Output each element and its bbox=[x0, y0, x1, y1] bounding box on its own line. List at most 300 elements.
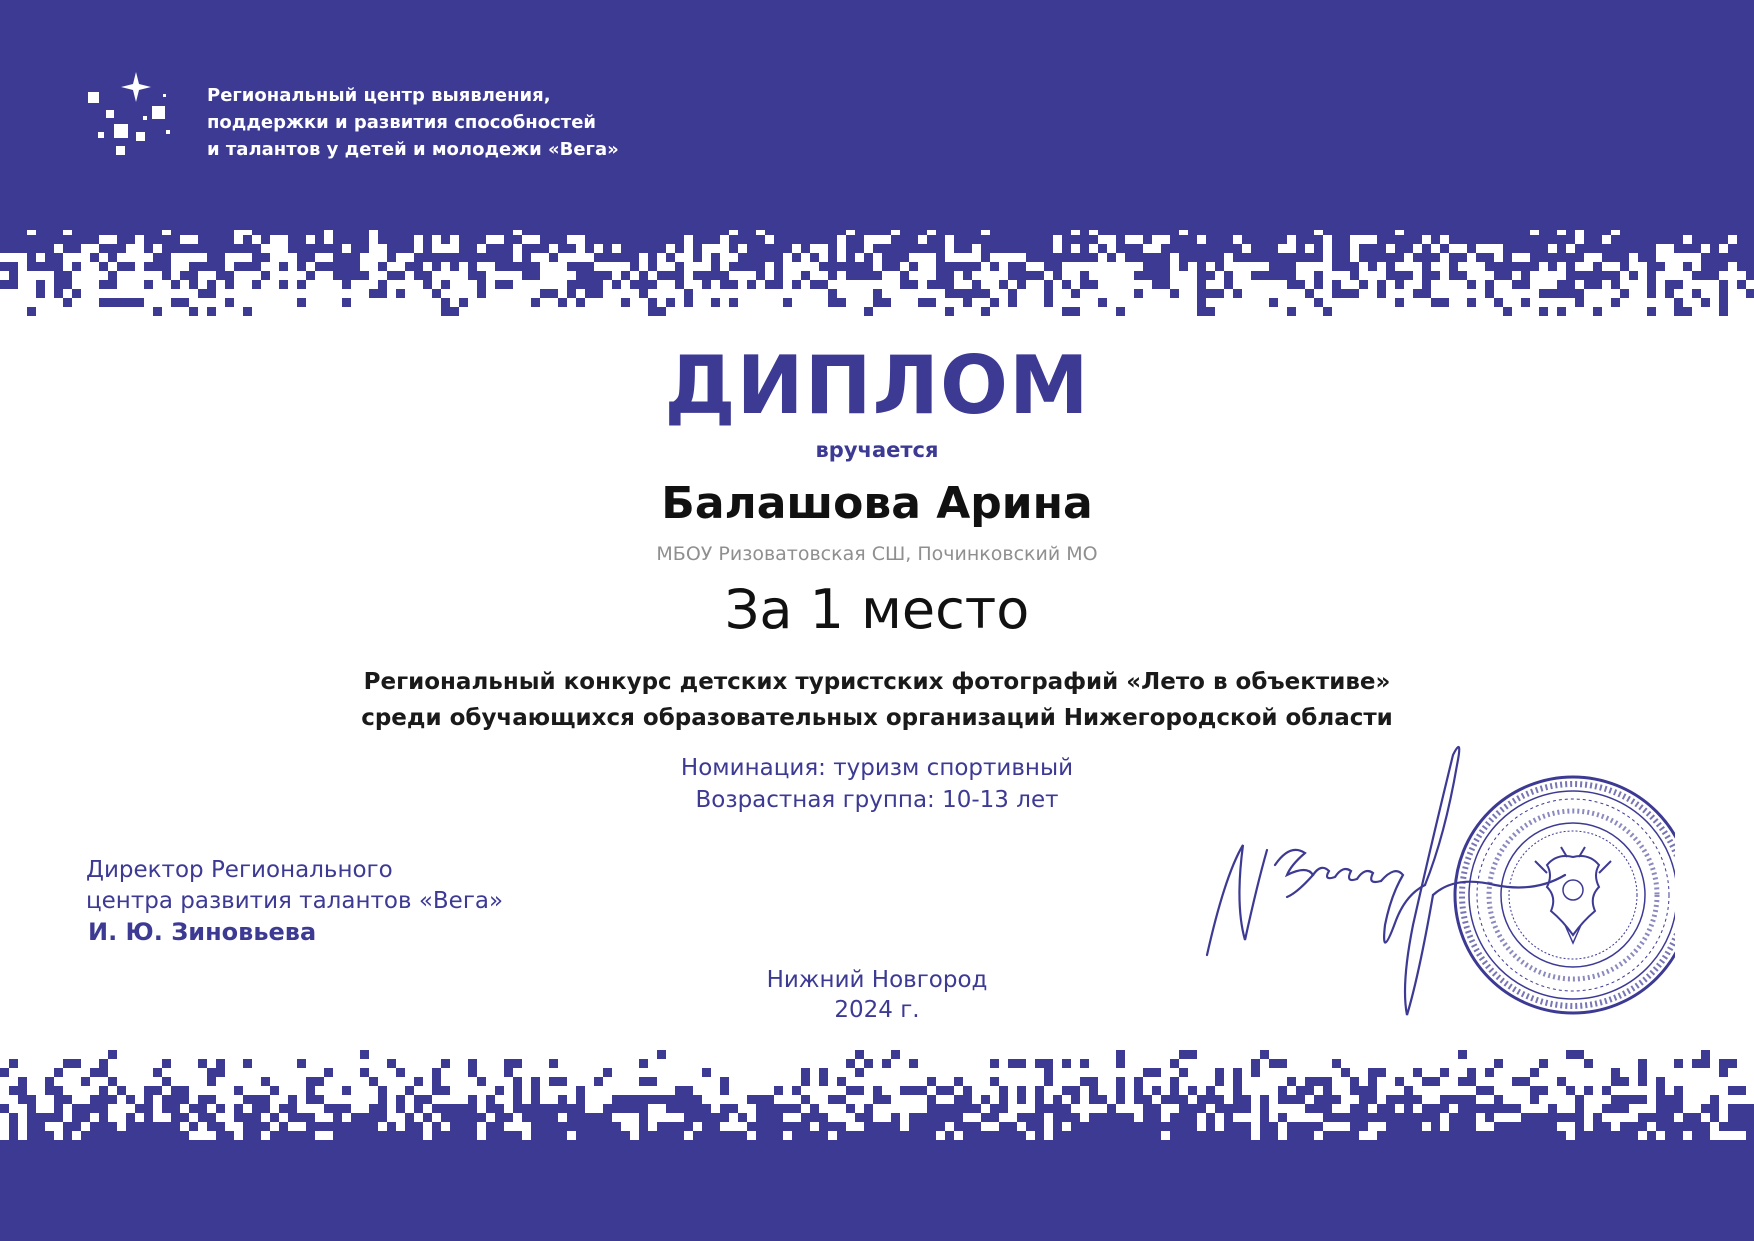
pixel-square bbox=[54, 1113, 63, 1122]
pixel-square bbox=[1269, 235, 1278, 244]
pixel-square bbox=[1134, 1077, 1143, 1086]
pixel-square bbox=[1080, 1077, 1089, 1086]
pixel-square bbox=[261, 271, 270, 280]
pixel-square bbox=[342, 1122, 351, 1131]
pixel-square bbox=[1692, 289, 1701, 298]
pixel-square bbox=[1395, 271, 1404, 280]
pixel-square bbox=[1530, 1122, 1539, 1131]
pixel-square bbox=[369, 1113, 378, 1122]
pixel-square bbox=[1341, 244, 1350, 253]
pixel-square bbox=[144, 244, 153, 253]
pixel-square bbox=[1476, 1086, 1485, 1095]
pixel-square bbox=[1611, 298, 1620, 307]
pixel-square bbox=[837, 1131, 846, 1140]
pixel-square bbox=[45, 253, 54, 262]
pixel-square bbox=[657, 226, 666, 235]
pixel-square bbox=[1494, 1104, 1503, 1113]
pixel-square bbox=[279, 262, 288, 271]
pixel-square bbox=[396, 226, 405, 235]
pixel-square bbox=[414, 253, 423, 262]
pixel-square bbox=[63, 1122, 72, 1131]
pixel-square bbox=[1215, 289, 1224, 298]
pixel-square bbox=[1377, 1113, 1386, 1122]
pixel-square bbox=[0, 244, 9, 253]
pixel-square bbox=[702, 280, 711, 289]
pixel-square bbox=[1530, 1095, 1539, 1104]
pixel-square bbox=[1062, 1131, 1071, 1140]
pixel-square bbox=[531, 1122, 540, 1131]
pixel-square bbox=[1350, 226, 1359, 235]
pixel-square bbox=[657, 235, 666, 244]
pixel-square bbox=[216, 1104, 225, 1113]
pixel-square bbox=[1008, 244, 1017, 253]
pixel-square bbox=[837, 1122, 846, 1131]
pixel-square bbox=[252, 244, 261, 253]
pixel-square bbox=[54, 262, 63, 271]
pixel-square bbox=[1431, 271, 1440, 280]
pixel-square bbox=[1170, 244, 1179, 253]
pixel-square bbox=[828, 262, 837, 271]
pixel-square bbox=[1305, 1122, 1314, 1131]
pixel-square bbox=[675, 262, 684, 271]
pixel-square bbox=[1017, 226, 1026, 235]
pixel-square bbox=[1323, 1086, 1332, 1095]
pixel-square bbox=[1530, 244, 1539, 253]
pixel-square bbox=[1539, 226, 1548, 235]
pixel-square bbox=[1440, 1068, 1449, 1077]
pixel-square bbox=[234, 1113, 243, 1122]
pixel-square bbox=[639, 280, 648, 289]
pixel-square bbox=[882, 1095, 891, 1104]
pixel-square bbox=[891, 262, 900, 271]
pixel-square bbox=[252, 253, 261, 262]
pixel-square bbox=[1206, 235, 1215, 244]
pixel-square bbox=[1179, 235, 1188, 244]
pixel-square bbox=[1539, 307, 1548, 316]
pixel-square bbox=[630, 1095, 639, 1104]
pixel-square bbox=[1638, 253, 1647, 262]
pixel-square bbox=[945, 226, 954, 235]
pixel-square bbox=[1359, 1113, 1368, 1122]
pixel-square bbox=[819, 262, 828, 271]
pixel-square bbox=[1116, 1077, 1125, 1086]
pixel-square bbox=[1224, 280, 1233, 289]
pixel-square bbox=[288, 1113, 297, 1122]
pixel-square bbox=[702, 1104, 711, 1113]
pixel-square bbox=[612, 235, 621, 244]
pixel-square bbox=[603, 235, 612, 244]
pixel-square bbox=[468, 1095, 477, 1104]
pixel-square bbox=[1503, 262, 1512, 271]
pixel-square bbox=[1593, 226, 1602, 235]
pixel-square bbox=[117, 244, 126, 253]
pixel-square bbox=[63, 1095, 72, 1104]
pixel-square bbox=[342, 298, 351, 307]
pixel-square bbox=[1656, 226, 1665, 235]
pixel-square bbox=[1260, 1104, 1269, 1113]
pixel-square bbox=[243, 307, 252, 316]
pixel-square bbox=[54, 1068, 63, 1077]
pixel-square bbox=[360, 1113, 369, 1122]
pixel-square bbox=[1548, 235, 1557, 244]
pixel-square bbox=[63, 298, 72, 307]
pixel-square bbox=[1134, 1086, 1143, 1095]
pixel-square bbox=[1305, 289, 1314, 298]
pixel-square bbox=[432, 226, 441, 235]
pixel-square bbox=[720, 226, 729, 235]
pixel-square bbox=[144, 280, 153, 289]
pixel-square bbox=[1719, 298, 1728, 307]
pixel-square bbox=[936, 271, 945, 280]
pixel-square bbox=[1539, 1113, 1548, 1122]
pixel-square bbox=[1539, 1131, 1548, 1140]
pixel-square bbox=[567, 244, 576, 253]
pixel-square bbox=[819, 1113, 828, 1122]
pixel-square bbox=[1386, 271, 1395, 280]
pixel-square bbox=[207, 262, 216, 271]
pixel-square bbox=[1539, 253, 1548, 262]
pixel-square bbox=[1548, 253, 1557, 262]
pixel-square bbox=[756, 1122, 765, 1131]
pixel-square bbox=[1521, 271, 1530, 280]
pixel-square bbox=[63, 1059, 72, 1068]
pixel-square bbox=[1440, 1095, 1449, 1104]
pixel-square bbox=[18, 1077, 27, 1086]
pixel-square bbox=[27, 1131, 36, 1140]
pixel-square bbox=[351, 1131, 360, 1140]
pixel-square bbox=[1287, 262, 1296, 271]
pixel-square bbox=[477, 226, 486, 235]
pixel-square bbox=[1710, 262, 1719, 271]
pixel-square bbox=[1458, 226, 1467, 235]
pixel-square bbox=[36, 1122, 45, 1131]
pixel-square bbox=[315, 1095, 324, 1104]
pixel-square bbox=[882, 298, 891, 307]
pixel-square bbox=[945, 271, 954, 280]
pixel-square bbox=[1539, 289, 1548, 298]
pixel-square bbox=[1089, 1131, 1098, 1140]
pixel-square bbox=[630, 226, 639, 235]
pixel-square bbox=[1044, 262, 1053, 271]
pixel-square bbox=[882, 1122, 891, 1131]
pixel-square bbox=[756, 235, 765, 244]
pixel-square bbox=[873, 1095, 882, 1104]
pixel-square bbox=[756, 1104, 765, 1113]
pixel-square bbox=[864, 1104, 873, 1113]
pixel-square bbox=[1035, 1131, 1044, 1140]
pixel-square bbox=[1215, 1077, 1224, 1086]
pixel-square bbox=[1071, 289, 1080, 298]
pixel-square bbox=[1404, 1131, 1413, 1140]
pixel-square bbox=[864, 262, 873, 271]
pixel-square bbox=[207, 1095, 216, 1104]
pixel-square bbox=[1683, 1113, 1692, 1122]
pixel-square bbox=[657, 244, 666, 253]
pixel-square bbox=[81, 1104, 90, 1113]
pixel-square bbox=[441, 235, 450, 244]
pixel-square bbox=[1206, 1086, 1215, 1095]
pixel-square bbox=[639, 1059, 648, 1068]
pixel-square bbox=[1098, 1095, 1107, 1104]
pixel-square bbox=[603, 1104, 612, 1113]
pixel-square bbox=[1314, 1104, 1323, 1113]
pixel-square bbox=[1170, 1131, 1179, 1140]
pixel-square bbox=[1404, 1113, 1413, 1122]
pixel-square bbox=[891, 235, 900, 244]
pixel-square bbox=[783, 235, 792, 244]
pixel-square bbox=[468, 1104, 477, 1113]
pixel-square bbox=[1206, 1122, 1215, 1131]
pixel-square bbox=[252, 1122, 261, 1131]
pixel-square bbox=[450, 1131, 459, 1140]
pixel-square bbox=[1062, 244, 1071, 253]
pixel-square bbox=[828, 253, 837, 262]
pixel-square bbox=[432, 1122, 441, 1131]
pixel-square bbox=[900, 271, 909, 280]
pixel-square bbox=[1404, 235, 1413, 244]
pixel-square bbox=[351, 1122, 360, 1131]
pixel-square bbox=[1476, 235, 1485, 244]
director-title-line: Директор Регионального bbox=[86, 857, 393, 883]
pixel-square bbox=[1395, 280, 1404, 289]
pixel-square bbox=[261, 1122, 270, 1131]
pixel-square bbox=[216, 1122, 225, 1131]
pixel-square bbox=[720, 271, 729, 280]
pixel-square bbox=[1665, 226, 1674, 235]
pixel-square bbox=[1746, 271, 1754, 280]
pixel-square bbox=[72, 244, 81, 253]
pixel-square bbox=[441, 280, 450, 289]
pixel-square bbox=[648, 262, 657, 271]
pixel-square bbox=[243, 1122, 252, 1131]
pixel-square bbox=[1665, 235, 1674, 244]
pixel-square bbox=[837, 298, 846, 307]
pixel-square bbox=[963, 1095, 972, 1104]
pixel-square bbox=[657, 1095, 666, 1104]
pixel-square bbox=[819, 235, 828, 244]
pixel-square bbox=[459, 1104, 468, 1113]
pixel-square bbox=[126, 1113, 135, 1122]
pixel-square bbox=[1206, 244, 1215, 253]
pixel-square bbox=[1494, 298, 1503, 307]
pixel-square bbox=[405, 1086, 414, 1095]
pixel-square bbox=[1152, 1131, 1161, 1140]
pixel-square bbox=[306, 1131, 315, 1140]
pixel-square bbox=[1728, 1122, 1737, 1131]
pixel-square bbox=[648, 244, 657, 253]
pixel-square bbox=[369, 1131, 378, 1140]
pixel-square bbox=[1287, 1095, 1296, 1104]
pixel-square bbox=[297, 1131, 306, 1140]
pixel-square bbox=[1116, 1131, 1125, 1140]
pixel-square bbox=[1674, 235, 1683, 244]
pixel-square bbox=[1611, 271, 1620, 280]
pixel-square bbox=[801, 1131, 810, 1140]
pixel-square bbox=[162, 1131, 171, 1140]
pixel-square bbox=[1593, 235, 1602, 244]
pixel-square bbox=[810, 235, 819, 244]
pixel-square bbox=[972, 226, 981, 235]
pixel-square bbox=[963, 262, 972, 271]
pixel-square bbox=[936, 235, 945, 244]
pixel-square bbox=[1602, 226, 1611, 235]
pixel-square bbox=[1242, 235, 1251, 244]
pixel-square bbox=[1503, 307, 1512, 316]
pixel-square bbox=[1314, 1122, 1323, 1131]
pixel-square bbox=[108, 280, 117, 289]
pixel-square bbox=[1269, 244, 1278, 253]
pixel-square bbox=[1224, 1104, 1233, 1113]
pixel-square bbox=[279, 1131, 288, 1140]
pixel-square bbox=[972, 1122, 981, 1131]
pixel-square bbox=[423, 244, 432, 253]
org-name-line: Региональный центр выявления, bbox=[207, 85, 551, 106]
pixel-square bbox=[432, 1077, 441, 1086]
pixel-square bbox=[1143, 1131, 1152, 1140]
pixel-square bbox=[1476, 1104, 1485, 1113]
pixel-square bbox=[0, 1104, 9, 1113]
pixel-square bbox=[1566, 262, 1575, 271]
pixel-square bbox=[576, 280, 585, 289]
pixel-square bbox=[1161, 244, 1170, 253]
pixel-square bbox=[1323, 1104, 1332, 1113]
pixel-square bbox=[1242, 226, 1251, 235]
pixel-square bbox=[1125, 1122, 1134, 1131]
pixel-square bbox=[837, 1095, 846, 1104]
pixel-square bbox=[207, 289, 216, 298]
pixel-square bbox=[954, 244, 963, 253]
pixel-square bbox=[801, 1113, 810, 1122]
pixel-square bbox=[675, 271, 684, 280]
pixel-square bbox=[54, 271, 63, 280]
pixel-square bbox=[1278, 235, 1287, 244]
pixel-square bbox=[414, 262, 423, 271]
pixel-square bbox=[1359, 244, 1368, 253]
pixel-square bbox=[1728, 1104, 1737, 1113]
pixel-square bbox=[783, 1104, 792, 1113]
pixel-square bbox=[558, 235, 567, 244]
pixel-square bbox=[702, 235, 711, 244]
pixel-square bbox=[864, 271, 873, 280]
pixel-square bbox=[801, 1095, 810, 1104]
pixel-square bbox=[702, 226, 711, 235]
pixel-square bbox=[189, 280, 198, 289]
pixel-square bbox=[297, 1059, 306, 1068]
pixel-square bbox=[981, 235, 990, 244]
pixel-square bbox=[1053, 226, 1062, 235]
pixel-square bbox=[1719, 1068, 1728, 1077]
pixel-square bbox=[1251, 244, 1260, 253]
pixel-square bbox=[1089, 253, 1098, 262]
pixel-square bbox=[135, 1122, 144, 1131]
pixel-square bbox=[306, 1122, 315, 1131]
pixel-square bbox=[144, 262, 153, 271]
pixel-square bbox=[792, 280, 801, 289]
pixel-square bbox=[846, 235, 855, 244]
pixel-square bbox=[423, 235, 432, 244]
pixel-square bbox=[1458, 1050, 1467, 1059]
pixel-square bbox=[513, 1077, 522, 1086]
pixel-square bbox=[675, 1104, 684, 1113]
pixel-square bbox=[954, 1095, 963, 1104]
pixel-square bbox=[1071, 253, 1080, 262]
pixel-square bbox=[963, 226, 972, 235]
pixel-square bbox=[135, 298, 144, 307]
pixel-square bbox=[441, 1086, 450, 1095]
pixel-square bbox=[1332, 1113, 1341, 1122]
pixel-square bbox=[1494, 1122, 1503, 1131]
pixel-square bbox=[252, 226, 261, 235]
pixel-square bbox=[126, 235, 135, 244]
pixel-square bbox=[639, 289, 648, 298]
pixel-square bbox=[864, 307, 873, 316]
pixel-square bbox=[945, 307, 954, 316]
pixel-square bbox=[873, 271, 882, 280]
pixel-square bbox=[342, 253, 351, 262]
pixel-square bbox=[549, 226, 558, 235]
pixel-square bbox=[1503, 1122, 1512, 1131]
pixel-square bbox=[387, 226, 396, 235]
pixel-square bbox=[99, 1131, 108, 1140]
pixel-square bbox=[1422, 271, 1431, 280]
pixel-square bbox=[1593, 1131, 1602, 1140]
pixel-square bbox=[783, 244, 792, 253]
pixel-square bbox=[414, 271, 423, 280]
pixel-square bbox=[999, 1104, 1008, 1113]
pixel-square bbox=[189, 226, 198, 235]
pixel-square bbox=[675, 1086, 684, 1095]
pixel-square bbox=[1332, 289, 1341, 298]
pixel-square bbox=[432, 253, 441, 262]
pixel-square bbox=[675, 1095, 684, 1104]
pixel-square bbox=[1386, 253, 1395, 262]
pixel-square bbox=[1404, 1104, 1413, 1113]
pixel-square bbox=[1179, 253, 1188, 262]
pixel-square bbox=[1062, 307, 1071, 316]
pixel-square bbox=[675, 1122, 684, 1131]
pixel-square bbox=[1296, 235, 1305, 244]
pixel-square bbox=[1521, 298, 1530, 307]
pixel-square bbox=[1737, 235, 1746, 244]
pixel-square bbox=[1143, 235, 1152, 244]
pixel-square bbox=[612, 1095, 621, 1104]
pixel-square bbox=[1134, 226, 1143, 235]
pixel-square bbox=[882, 262, 891, 271]
pixel-square bbox=[864, 1131, 873, 1140]
pixel-square bbox=[1557, 244, 1566, 253]
pixel-square bbox=[1476, 226, 1485, 235]
pixel-square bbox=[1431, 298, 1440, 307]
pixel-square bbox=[351, 244, 360, 253]
pixel-square bbox=[729, 262, 738, 271]
pixel-square bbox=[1467, 1113, 1476, 1122]
pixel-square bbox=[1512, 244, 1521, 253]
pixel-square bbox=[1584, 1086, 1593, 1095]
pixel-square bbox=[198, 235, 207, 244]
pixel-square bbox=[18, 226, 27, 235]
pixel-square bbox=[1377, 1068, 1386, 1077]
pixel-square bbox=[1188, 253, 1197, 262]
pixel-square bbox=[144, 235, 153, 244]
pixel-square bbox=[1305, 226, 1314, 235]
pixel-square bbox=[1485, 1068, 1494, 1077]
pixel-square bbox=[864, 253, 873, 262]
pixel-square bbox=[558, 226, 567, 235]
pixel-square bbox=[63, 1131, 72, 1140]
pixel-square bbox=[135, 1104, 144, 1113]
pixel-square bbox=[1566, 1086, 1575, 1095]
pixel-square bbox=[27, 1095, 36, 1104]
